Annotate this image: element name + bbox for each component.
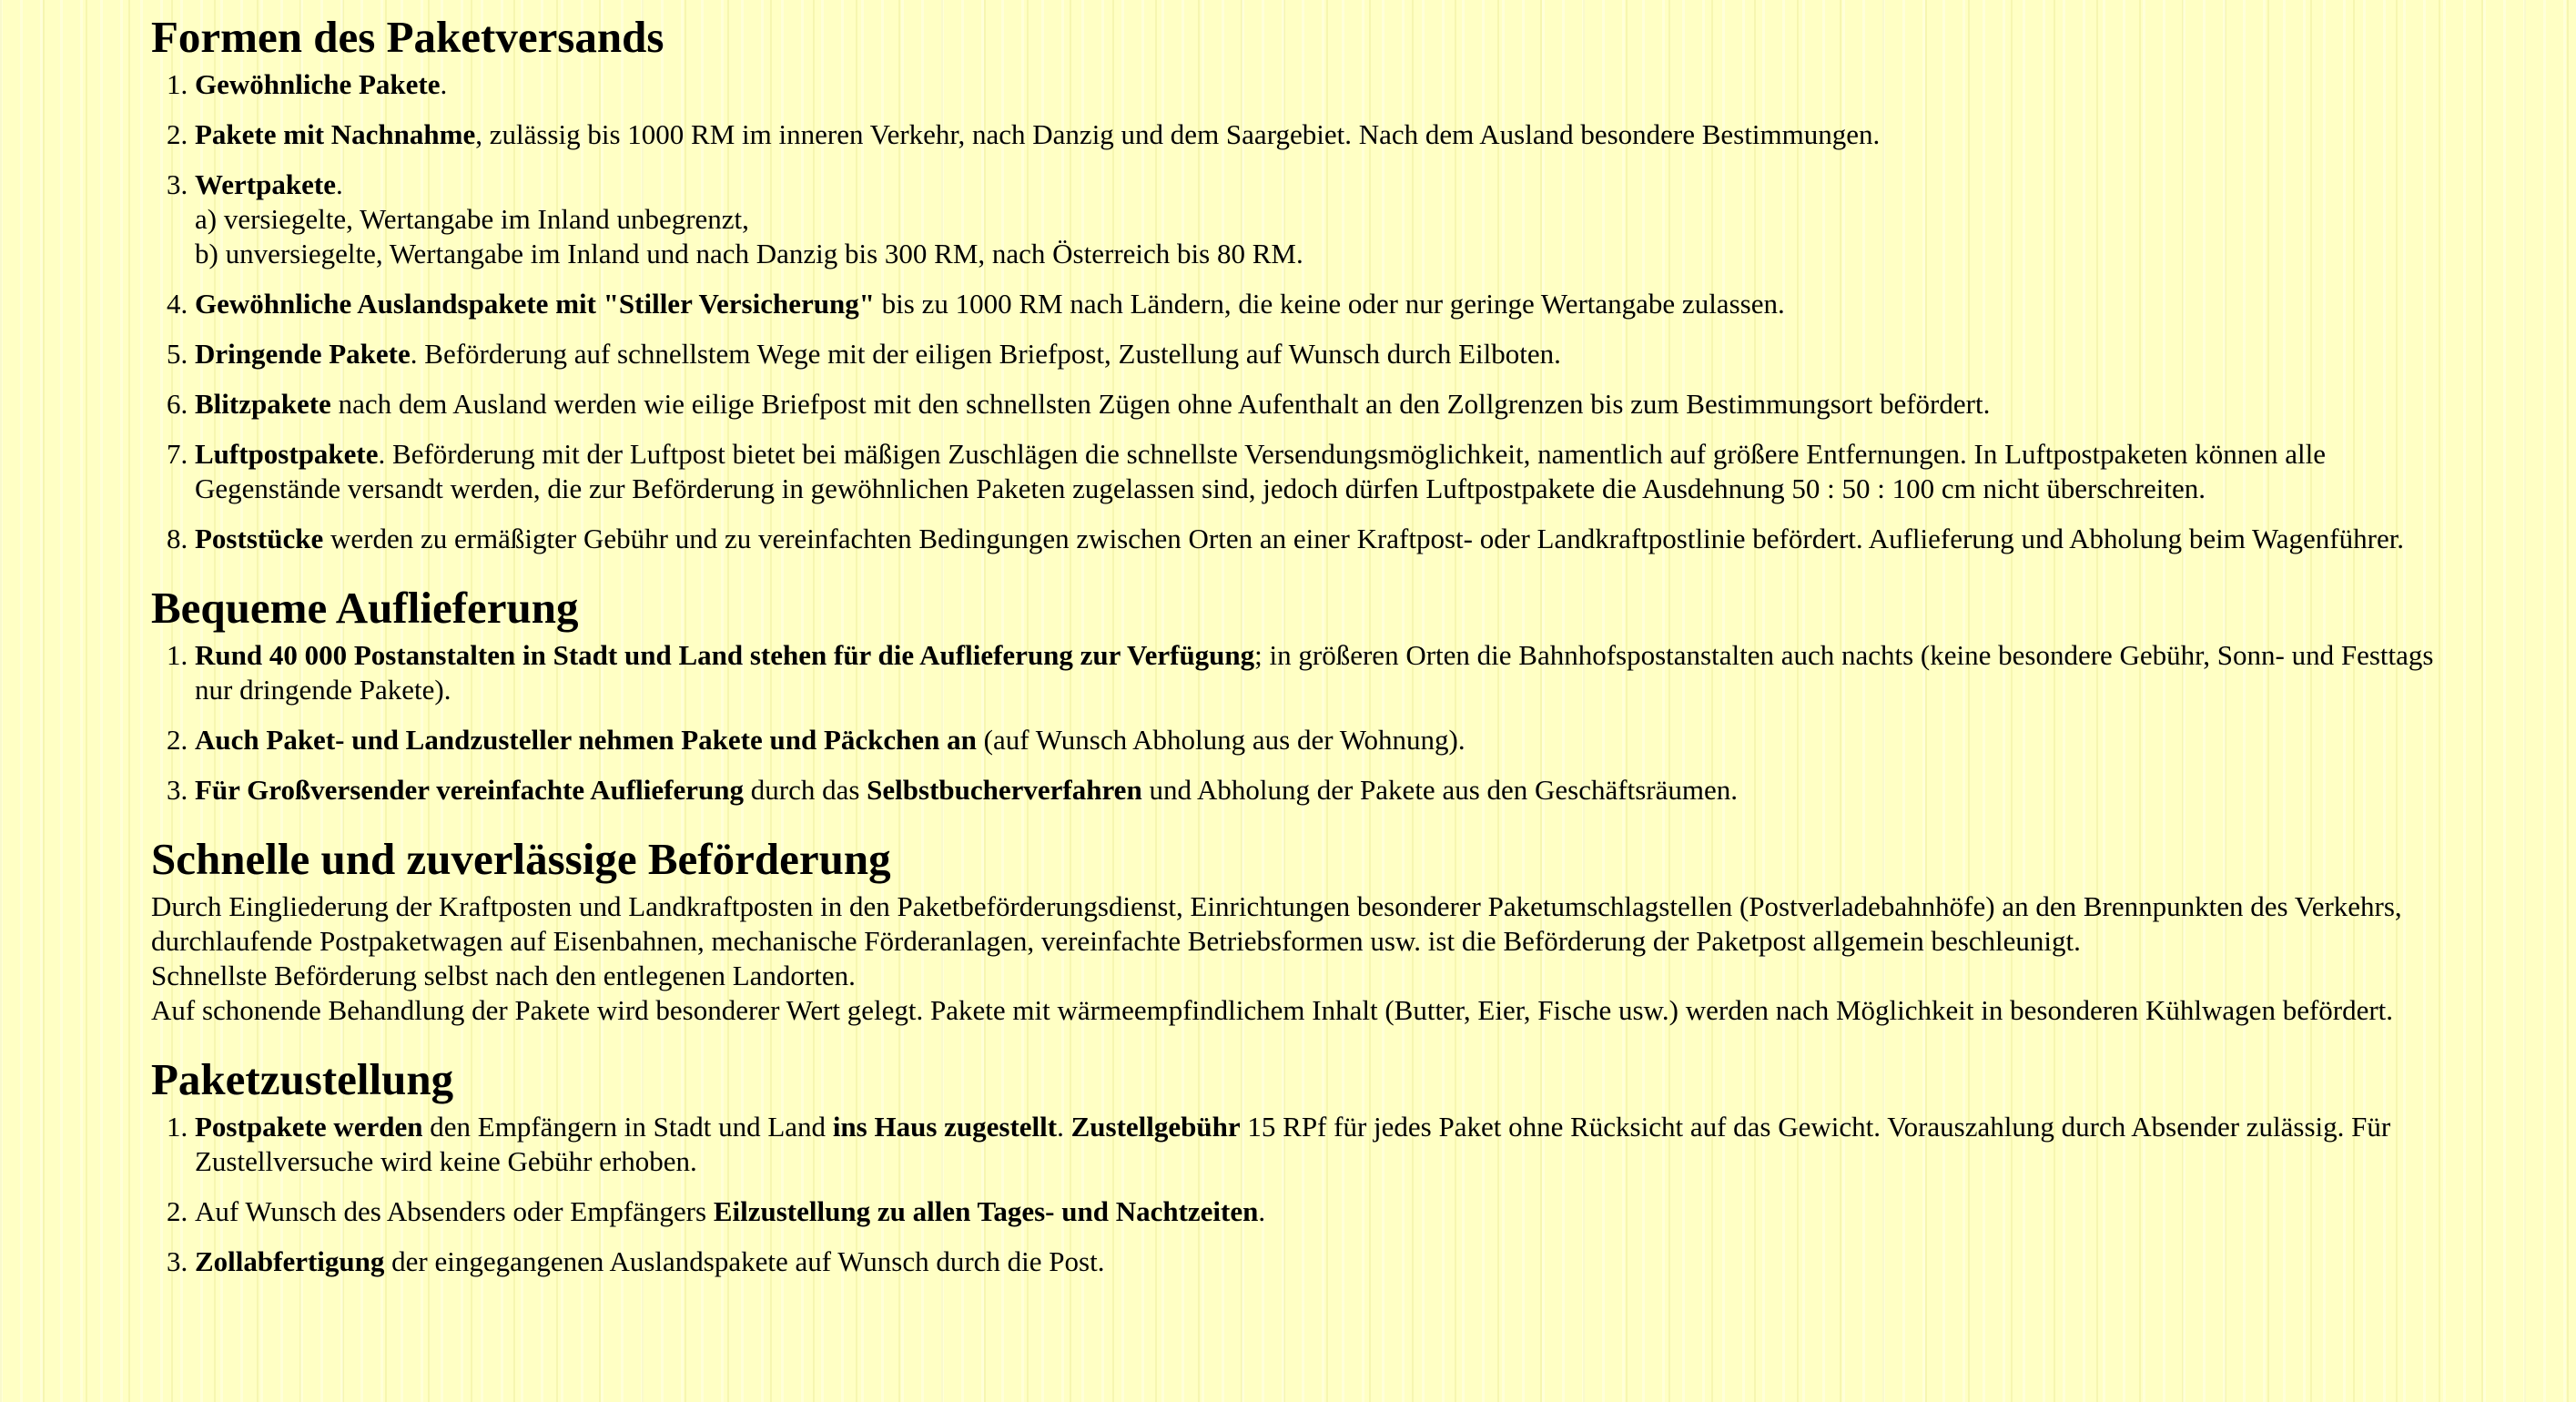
item-text: ; in größeren Orten die Bahnhofspostanstalten auch nachts (keine besondere Gebühr, Sonn- und Festtags nur dringende Pakete).: [195, 639, 2434, 706]
document-page: [151, 0, 2463, 1279]
item-text: der eingegangenen Auslandspakete auf Wunsch durch die Post.: [384, 1245, 1105, 1277]
item-bold: Eilzustellung zu allen Tages- und Nachtzeiten: [713, 1195, 1259, 1227]
paragraph: Schnellste Beförderung selbst nach den entlegenen Landorten.: [151, 960, 856, 991]
item-text: 15 RPf für jedes Paket ohne Rücksicht auf das Gewicht. Vorauszahlung durch Absender zulässig. Für Zustellversuche wird keine Gebühr erhoben.: [195, 1111, 2391, 1177]
item-bold: Zustellgebühr: [1070, 1111, 1241, 1143]
heading-formen-des-paketversands: Formen des Paketversands: [151, 12, 664, 62]
list-zustellung: [151, 1110, 2463, 1279]
item-bold: Postpakete werden: [195, 1111, 423, 1143]
item-text: .: [1057, 1111, 1071, 1143]
item-bold: Blitzpakete: [195, 388, 331, 420]
list-item: [195, 773, 2463, 808]
paragraph: Durch Eingliederung der Kraftposten und Landkraftposten in den Paketbeförderungsdienst, Einrichtungen besonderer Paketumschlagstellen (Postverladebahnhöfe) an den Brennpunkten des Verkehrs, durchlaufende Postpaketwagen auf Eisenbahnen, mechanische Förderanlagen, vereinfachte Betriebsformen usw. ist die Beförderung der Paketpost allgemein beschleunigt.: [151, 890, 2402, 957]
item-text: . Beförderung mit der Luftpost bietet bei mäßigen Zuschlägen die schnellste Versendungsmöglichkeit, namentlich auf größere Entfernungen. In Luftpostpaketen können alle Gegenstände versandt werden, die zur Beförderung in gewöhnlichen Paketen zugelassen sind, jedoch dürfen Luftpostpakete die Ausdehnung 50 : 50 : 100 cm nicht überschreiten.: [195, 438, 2327, 504]
item-text: nach dem Ausland werden wie eilige Briefpost mit den schnellsten Zügen ohne Aufenthalt an den Zollgrenzen bis zum Bestimmungsort befördert.: [330, 388, 1991, 420]
item-subline-b: b) unversiegelte, Wertangabe im Inland und nach Danzig bis 300 RM, nach Österreich bis 80 RM.: [195, 238, 1303, 269]
item-text: .: [1258, 1195, 1266, 1227]
item-text: bis zu 1000 RM nach Ländern, die keine oder nur geringe Wertangabe zulassen.: [874, 288, 1785, 320]
item-bold: Rund 40 000 Postanstalten in Stadt und Land stehen für die Auflieferung zur Verfügung: [195, 639, 1255, 671]
list-item: [195, 337, 2463, 371]
list-item: [195, 117, 2463, 152]
list-item: [195, 1194, 2463, 1229]
item-bold: Selbstbucherverfahren: [867, 774, 1142, 806]
list-item: [195, 168, 2463, 271]
item-bold: Pakete mit Nachnahme: [195, 118, 476, 150]
list-item: [195, 67, 2463, 102]
list-item: [195, 638, 2463, 707]
item-text: , zulässig bis 1000 RM im inneren Verkehr, nach Danzig und dem Saargebiet. Nach dem Ausland besondere Bestimmungen.: [475, 118, 1881, 150]
item-text: . Beförderung auf schnellstem Wege mit der eiligen Briefpost, Zustellung auf Wunsch durch Eilboten.: [410, 338, 1561, 370]
item-bold: ins Haus zugestellt: [832, 1111, 1058, 1143]
item-bold: Gewöhnliche Pakete: [195, 68, 441, 100]
list-item: [195, 387, 2463, 422]
item-bold: Dringende Pakete: [195, 338, 411, 370]
list-formen: [151, 67, 2463, 556]
heading-paketzustellung: Paketzustellung: [151, 1054, 454, 1104]
list-item: [195, 723, 2463, 757]
list-item: [195, 522, 2463, 556]
item-text: durch das: [744, 774, 867, 806]
item-text: (auf Wunsch Abholung aus der Wohnung).: [976, 724, 1465, 756]
item-bold: Poststücke: [195, 523, 324, 554]
item-text: werden zu ermäßigter Gebühr und zu vereinfachten Bedingungen zwischen Orten an einer Kraftpost- oder Landkraftpostlinie befördert. Auflieferung und Abholung beim Wagenführer.: [323, 523, 2405, 554]
item-bold: Auch Paket- und Landzusteller nehmen Pakete und Päckchen an: [195, 724, 977, 756]
list-item: [195, 287, 2463, 321]
item-text: .: [440, 68, 448, 100]
heading-bequeme-auflieferung: Bequeme Auflieferung: [151, 583, 579, 633]
item-text: den Empfängern in Stadt und Land: [422, 1111, 833, 1143]
list-item: [195, 437, 2463, 506]
item-subline-a: a) versiegelte, Wertangabe im Inland unbegrenzt,: [195, 203, 749, 235]
item-bold: Wertpakete: [195, 168, 336, 200]
list-item: [195, 1245, 2463, 1279]
item-bold: Gewöhnliche Auslandspakete mit "Stiller Versicherung": [195, 288, 875, 320]
list-auflieferung: [151, 638, 2463, 808]
item-text: .: [335, 168, 343, 200]
heading-schnelle-befoerderung: Schnelle und zuverlässige Beförderung: [151, 834, 891, 884]
item-bold: Luftpostpakete: [195, 438, 379, 470]
item-text: und Abholung der Pakete aus den Geschäftsräumen.: [1141, 774, 1738, 806]
item-bold: Für Großversender vereinfachte Auflieferung: [195, 774, 744, 806]
item-bold: Zollabfertigung: [195, 1245, 385, 1277]
paragraph: Auf schonende Behandlung der Pakete wird besonderer Wert gelegt. Pakete mit wärmeempfindlichem Inhalt (Butter, Eier, Fische usw.) werden nach Möglichkeit in besonderen Kühlwagen befördert.: [151, 994, 2394, 1026]
list-item: [195, 1110, 2463, 1179]
item-text: Auf Wunsch des Absenders oder Empfängers: [195, 1195, 714, 1227]
